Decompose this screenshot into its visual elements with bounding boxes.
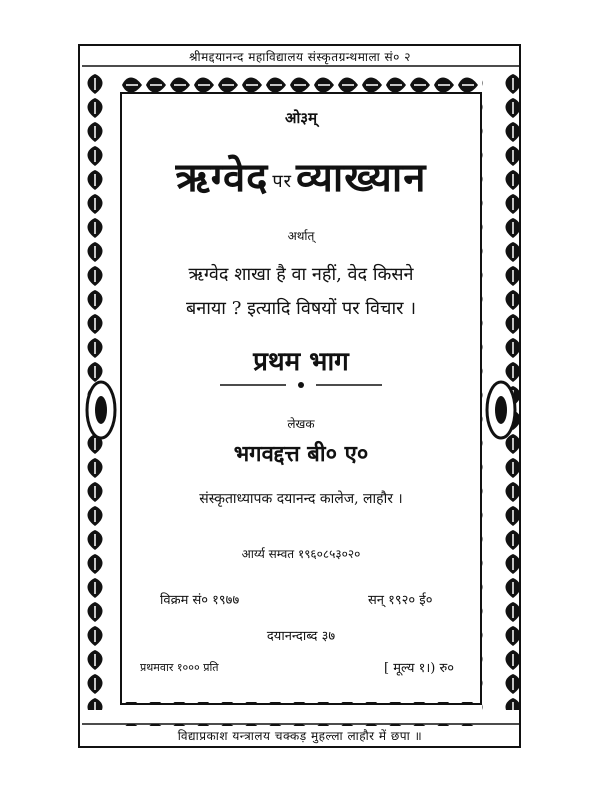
volume-label: प्रथम भाग (253, 347, 349, 377)
series-title: श्रीमद्दयानन्द महाविद्यालय संस्कृतग्रन्थमाला सं० २ (189, 50, 411, 64)
title-word-par: पर (272, 171, 293, 192)
dayanandabd: दयानन्दाब्द ३७ (266, 629, 336, 644)
subtitle-line-1: ऋग्वेद शाखा है वा नहीं, वेद किसने (188, 264, 414, 285)
author-name: भगवद्दत्त बी० ए० (233, 441, 369, 467)
arya-samvat: आर्य्य सम्वत १९६०८५३०२० (241, 547, 361, 561)
edition-info: प्रथमवार १००० प्रति (140, 661, 219, 674)
decorative-rule (220, 380, 382, 390)
printer-imprint: विद्याप्रकाश यन्त्रालय चक्कड़ मुहल्ला लाहौर में छपा ॥ (177, 729, 423, 743)
om-invocation: ओ३म् (284, 109, 318, 127)
vikram-samvat: विक्रम सं० १९७७ (160, 593, 240, 608)
book-title (120, 148, 482, 203)
title-word-vyakhyan: व्याख्यान (296, 154, 427, 201)
price: [ मूल्य १।) रु० (384, 661, 455, 676)
author-label: लेखक (287, 417, 315, 431)
author-affiliation: संस्कृताध्यापक दयानन्द कालेज, लाहौर । (199, 491, 403, 507)
year-ce: सन् १९२० ई० (368, 593, 433, 608)
title-word-rigveda: ऋग्वेद (175, 154, 269, 201)
subtitle-line-2: बनाया ? इत्यादि विषयों पर विचार । (185, 298, 417, 319)
arthat-label: अर्थात् (287, 229, 315, 243)
